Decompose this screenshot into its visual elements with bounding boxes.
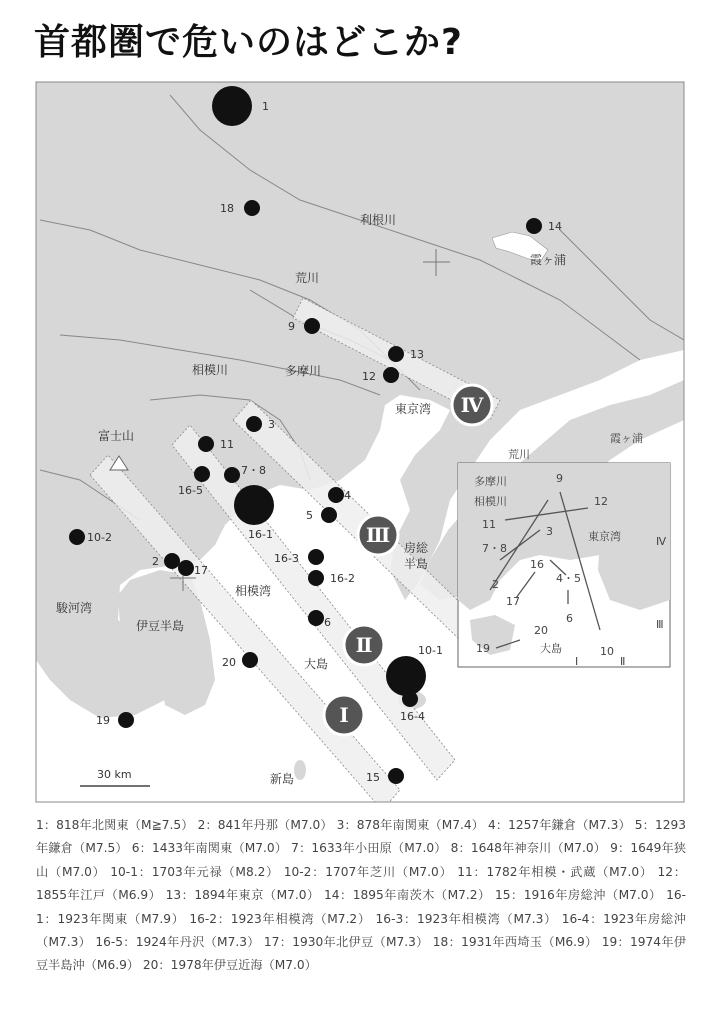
epicenter-label-16-1: 16-1 [248,528,273,541]
epicenter-label-4: 4 [344,489,351,502]
epicenter-10-2 [69,529,85,545]
epicenter-16-3 [308,549,324,565]
inset-label: 20 [534,624,548,637]
inset-label: 大島 [540,642,562,655]
epicenter-14 [526,218,542,234]
inset-label: 7・8 [482,542,507,555]
epicenter-9 [304,318,320,334]
epicenter-label-7・8: 7・8 [241,464,266,477]
epicenter-17 [178,560,194,576]
inset-map [458,431,670,668]
label-oshima: 大島 [304,657,329,671]
epicenter-13 [388,346,404,362]
zone-marker-III [358,515,398,555]
epicenter-12 [383,367,399,383]
legend-text: 1：818年北関東（M≧7.5） 2：841年丹那（M7.0） 3：878年南関東（M7.4） 4：1257年鎌倉（M7.3） 5：1293年鎌倉（M7.5） 6：1433年南関東（M7.0） 7：1633年小田原（M7.0） 8：1648年神奈川（M7.0） 9：1649年狭山（M7.0） 10-1：1703年元禄（M8.2） 10-2：1707年芝川（M7.0） 11：1782年相模・武蔵（M7.0） 12：1855年江戸（M6.9） 13：1894年東京（M7.0） 14：1895年南茨木（M7.2） 15：1916年房総沖（M7.0） 16-1：1923年関東（M7.9） 16-2：1923年相模湾（M7.2） 16-3：1923年相模湾（M7.3） 16-4：1923年房総沖（M7.3） 16-5：1924年丹沢（M7.3） 17：1930年北伊豆（M7.3） 18：1931年西埼玉（M6.9） 19：1974年伊豆半島沖（M6.9） 20：1978年伊豆近海（M7.0） [36,818,686,973]
epicenter-15 [388,768,404,784]
epicenter-label-19: 19 [96,714,110,727]
inset-label: 17 [506,595,520,608]
epicenter-label-11: 11 [220,438,234,451]
inset-label: 霞ヶ浦 [610,432,643,445]
label-sagami-river: 相模川 [192,363,229,377]
epicenter-label-9: 9 [288,320,295,333]
epicenter-label-10-1: 10-1 [418,644,443,657]
epicenter-16-2 [308,570,324,586]
inset-label: Ⅱ [620,655,626,668]
inset-label: 19 [476,642,490,655]
label-tama-river: 多摩川 [285,364,322,378]
epicenter-label-12: 12 [362,370,376,383]
inset-label: 6 [566,612,573,625]
svg-text:Ⅳ: Ⅳ [460,393,484,417]
zone-marker-IV [452,385,492,425]
epicenter-label-16-5: 16-5 [178,484,203,497]
epicenter-16-5 [194,466,210,482]
epicenter-11 [198,436,214,452]
svg-text:Ⅱ: Ⅱ [355,633,373,657]
epicenter-label-10-2: 10-2 [87,531,112,544]
scale-label: 30 km [97,768,132,781]
inset-label: 多摩川 [474,475,507,488]
epicenter-label-14: 14 [548,220,562,233]
epicenter-3 [246,416,262,432]
epicenter-16-1 [234,485,274,525]
label-izu: 伊豆半島 [136,619,185,633]
label-suruga-bay: 駿河湾 [56,601,93,615]
inset-label: 荒川 [508,448,530,461]
epicenter-label-16-4: 16-4 [400,710,425,723]
inset-label: Ⅰ [575,655,579,668]
inset-label: 東京湾 [588,530,621,543]
inset-label: 2 [492,578,499,591]
epicenter-16-4 [402,691,418,707]
label-boso-line1: 房総 [404,541,429,555]
label-tone-river: 利根川 [360,213,397,227]
epicenter-label-5: 5 [306,509,313,522]
inset-label: 3 [546,525,553,538]
epicenter-4 [328,487,344,503]
epicenter-label-13: 13 [410,348,424,361]
epicenter-label-1: 1 [262,100,269,113]
niijima-island [294,760,306,780]
label-niijima: 新島 [270,772,295,786]
inset-label: 12 [594,495,608,508]
label-tokyo-bay: 東京湾 [395,402,432,416]
epicenter-6 [308,610,324,626]
epicenter-2 [164,553,180,569]
inset-label: 16 [530,558,544,571]
epicenter-19 [118,712,134,728]
epicenter-10-1 [386,656,426,696]
epicenter-1 [212,86,252,126]
epicenter-label-16-3: 16-3 [274,552,299,565]
epicenter-5 [321,507,337,523]
epicenter-18 [244,200,260,216]
epicenter-label-18: 18 [220,202,234,215]
epicenter-20 [242,652,258,668]
label-ara-river: 荒川 [295,271,320,285]
inset-label: Ⅳ [656,535,667,548]
epicenter-label-17: 17 [194,564,208,577]
inset-label: 4・5 [556,572,581,585]
label-kasumigaura: 霞ヶ浦 [530,253,567,267]
epicenter-label-6: 6 [324,616,331,629]
label-sagami-bay: 相模湾 [235,584,272,598]
inset-label: 9 [556,472,563,485]
epicenter-7・8 [224,467,240,483]
label-mt-fuji: 富士山 [98,429,135,443]
epicenter-label-2: 2 [152,555,159,568]
inset-label: 10 [600,645,614,658]
epicenter-label-20: 20 [222,656,236,669]
inset-label: 相模川 [474,495,507,508]
inset-label: 11 [482,518,496,531]
epicenter-label-16-2: 16-2 [330,572,355,585]
epicenter-label-3: 3 [268,418,275,431]
page-title: 首都圏で危いのはどこか? [34,22,463,63]
label-boso-line2: 半島 [404,557,429,571]
svg-text:Ⅰ: Ⅰ [339,703,349,727]
svg-text:Ⅲ: Ⅲ [365,523,391,547]
epicenter-label-15: 15 [366,771,380,784]
inset-label: Ⅲ [656,618,664,631]
zone-marker-I [324,695,364,735]
zone-marker-II [344,625,384,665]
